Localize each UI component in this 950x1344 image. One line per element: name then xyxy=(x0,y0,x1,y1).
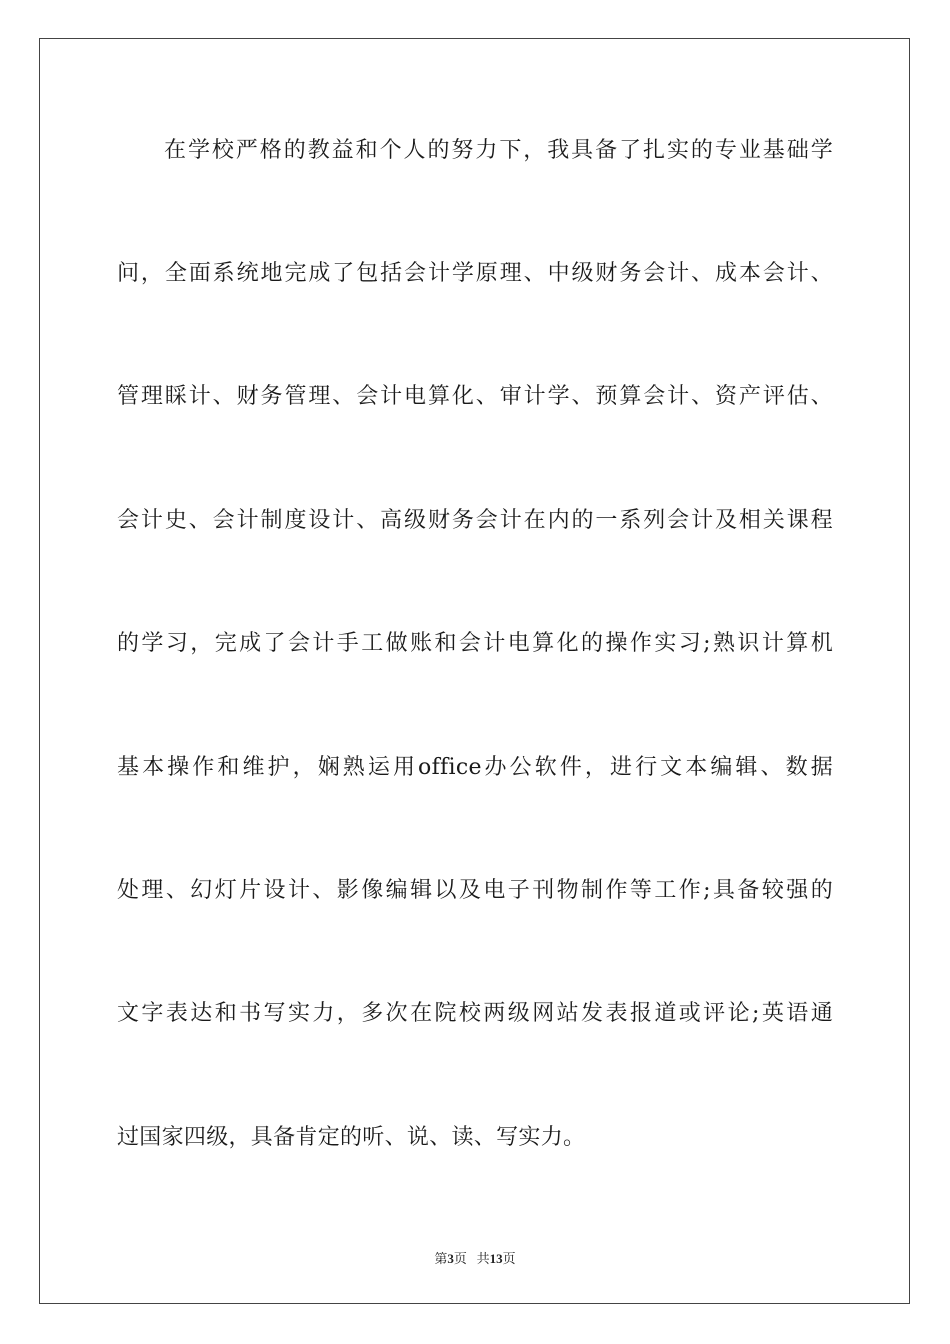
text-line: 处理、幻灯片设计、影像编辑以及电子刊物制作等工作;具备较强的 xyxy=(117,878,833,903)
total-suffix: 页 xyxy=(502,1251,516,1266)
text-line: 管理睬计、财务管理、会计电算化、审计学、预算会计、资产评估、 xyxy=(117,384,833,409)
page-number: 3 xyxy=(447,1251,454,1266)
text-line: 的学习，完成了会计手工做账和会计电算化的操作实习;熟识计算机 xyxy=(117,631,833,656)
text-line: 过国家四级，具备肯定的听、说、读、写实力。 xyxy=(117,1125,586,1150)
text-line: 问，全面系统地完成了包括会计学原理、中级财务会计、成本会计、 xyxy=(117,261,833,286)
text-line: 基本操作和维护，娴熟运用office办公软件，进行文本编辑、数据 xyxy=(117,755,833,780)
total-prefix: 共 xyxy=(476,1251,490,1266)
page-prefix: 第 xyxy=(434,1251,448,1266)
page-suffix: 页 xyxy=(453,1251,467,1266)
text-line: 文字表达和书写实力，多次在院校两级网站发表报道或评论;英语通 xyxy=(117,1001,833,1026)
text-line: 会计史、会计制度设计、高级财务会计在内的一系列会计及相关课程 xyxy=(117,508,833,533)
page-border xyxy=(39,38,910,1304)
text-line: 在学校严格的教益和个人的努力下，我具备了扎实的专业基础学 xyxy=(164,138,833,163)
total-pages: 13 xyxy=(489,1251,503,1266)
page-footer xyxy=(0,1248,950,1267)
